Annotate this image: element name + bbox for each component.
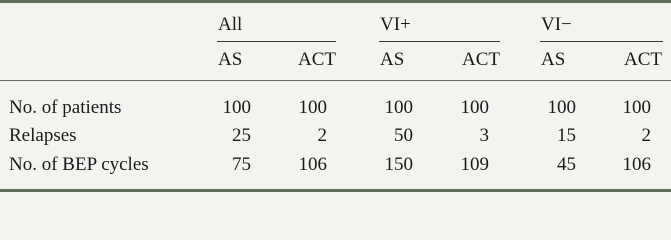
subheader-all-act: ACT <box>298 49 336 70</box>
header-rule <box>0 80 671 81</box>
table-cell: 100 <box>547 97 576 118</box>
table-cell: 3 <box>479 125 489 146</box>
table-cell: 100 <box>622 97 651 118</box>
table-cell: 45 <box>557 154 576 175</box>
table-cell: 150 <box>384 154 413 175</box>
table-cell: 100 <box>460 97 489 118</box>
subheader-vi-plus-as: AS <box>380 49 405 70</box>
subheader-all-as: AS <box>218 49 243 70</box>
table-cell: 109 <box>460 154 489 175</box>
table-cell: 100 <box>384 97 413 118</box>
table-cell: 50 <box>394 125 413 146</box>
table-cell: 15 <box>557 125 576 146</box>
row-label: No. of patients <box>9 97 122 118</box>
group-rule-vi-plus <box>379 41 500 42</box>
subheader-vi-plus-act: ACT <box>462 49 500 70</box>
subheader-vi-minus-act: ACT <box>624 49 662 70</box>
table-cell: 100 <box>298 97 327 118</box>
table-cell: 2 <box>317 125 327 146</box>
table-cell: 25 <box>232 125 251 146</box>
group-rule-vi-minus <box>540 41 663 42</box>
table-cell: 75 <box>232 154 251 175</box>
table-cell: 106 <box>622 154 651 175</box>
table-cell: 106 <box>298 154 327 175</box>
table-cell: 2 <box>641 125 651 146</box>
row-label: Relapses <box>9 125 77 146</box>
table-cell: 100 <box>222 97 251 118</box>
subheader-vi-minus-as: AS <box>541 49 566 70</box>
group-rule-all <box>217 41 336 42</box>
group-header-all: All <box>218 14 243 35</box>
group-header-vi-minus: VI− <box>541 14 572 35</box>
row-label: No. of BEP cycles <box>9 154 149 175</box>
group-header-vi-plus: VI+ <box>380 14 411 35</box>
